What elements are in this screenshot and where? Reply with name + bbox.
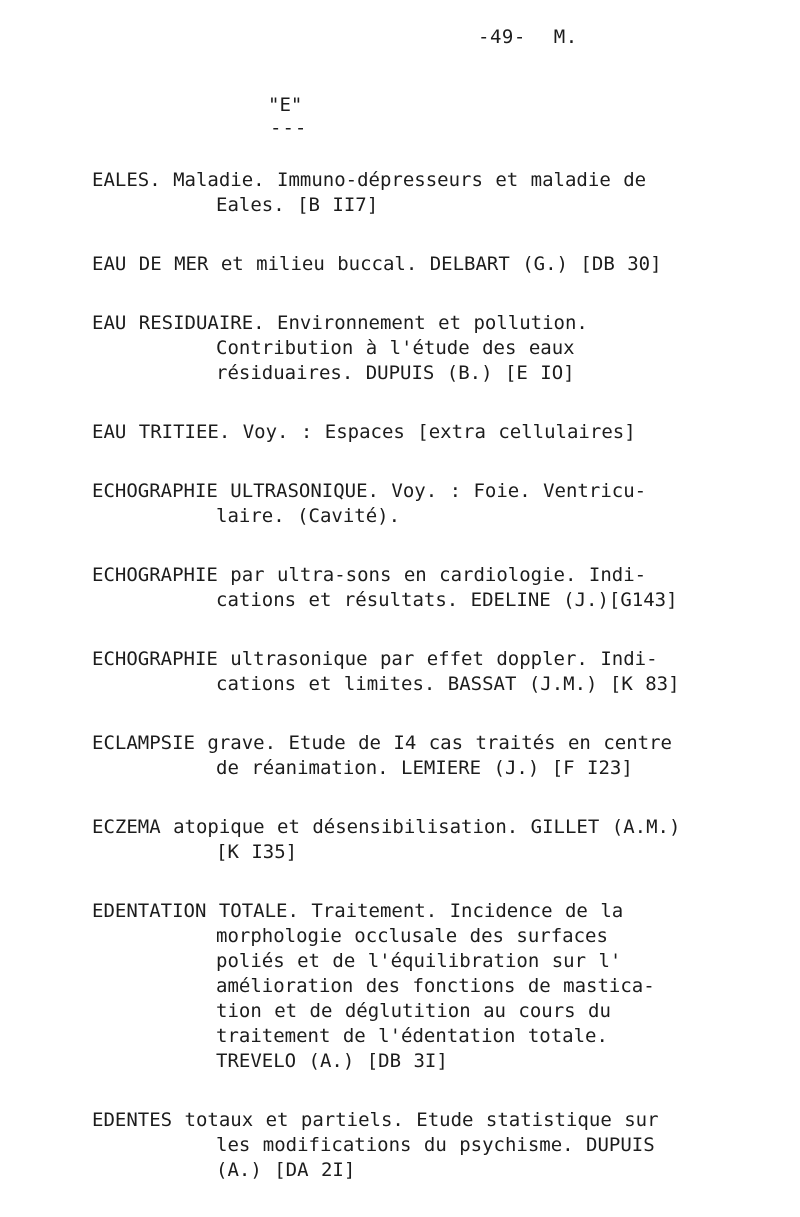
entry-line: morphologie occlusale des surfaces (216, 925, 608, 947)
index-entries (92, 168, 722, 1217)
entry-line: tion et de déglutition au cours du (216, 1000, 611, 1022)
entry-line: (A.) [DA 2I] (216, 1159, 356, 1181)
entry-line: Eales. [B II7] (216, 194, 379, 216)
entry-line: EDENTES totaux et partiels. Etude statistique sur (92, 1109, 659, 1131)
entry-line: résiduaires. DUPUIS (B.) [E IO] (216, 362, 575, 384)
entry-line: cations et limites. BASSAT (J.M.) [K 83] (216, 673, 680, 695)
index-entry (92, 563, 722, 613)
index-entry (92, 420, 722, 445)
index-entry (92, 168, 722, 218)
entry-line: EAU TRITIEE. Voy. : Espaces [extra cellulaires] (92, 421, 636, 443)
entry-line: ECHOGRAPHIE par ultra-sons en cardiologie. Indi- (92, 564, 647, 586)
index-entry (92, 815, 722, 865)
entry-line: ECZEMA atopique et désensibilisation. GILLET (A.M.) (92, 816, 681, 838)
section-underline: --- (270, 117, 308, 139)
entry-line: EDENTATION TOTALE. Traitement. Incidence de la (92, 900, 624, 922)
index-entry (92, 252, 722, 277)
section-heading: "E" (268, 94, 303, 116)
entry-line: poliés et de l'équilibration sur l' (216, 950, 622, 972)
index-entry (92, 899, 722, 1074)
entry-line: amélioration des fonctions de mastica- (216, 975, 655, 997)
entry-line: [K I35] (216, 841, 298, 863)
entry-line: ECHOGRAPHIE ULTRASONIQUE. Voy. : Foie. Ventricu- (92, 480, 647, 502)
entry-line: ECLAMPSIE grave. Etude de I4 cas traités en centre (92, 732, 672, 754)
entry-line: traitement de l'édentation totale. (216, 1025, 608, 1047)
entry-line: laire. (Cavité). (216, 505, 401, 527)
page-number: -49- (478, 26, 526, 48)
entry-line: cations et résultats. EDELINE (J.)[G143] (216, 589, 678, 611)
entry-line: les modifications du psychisme. DUPUIS (216, 1134, 655, 1156)
header-letter: M. (553, 26, 578, 48)
entry-line: de réanimation. LEMIERE (J.) [F I23] (216, 757, 633, 779)
index-entry (92, 1108, 722, 1183)
entry-line: EAU RESIDUAIRE. Environnement et pollution. (92, 312, 588, 334)
index-entry (92, 731, 722, 781)
entry-line: EALES. Maladie. Immuno-dépresseurs et maladie de (92, 169, 647, 191)
entry-line: EAU DE MER et milieu buccal. DELBART (G.) [DB 30] (92, 253, 662, 275)
page-header (478, 26, 578, 48)
entry-line: ECHOGRAPHIE ultrasonique par effet doppler. Indi- (92, 648, 658, 670)
entry-line: Contribution à l'étude des eaux (216, 337, 575, 359)
index-entry (92, 479, 722, 529)
entry-line: TREVELO (A.) [DB 3I] (216, 1050, 448, 1072)
index-entry (92, 647, 722, 697)
index-entry (92, 311, 722, 386)
